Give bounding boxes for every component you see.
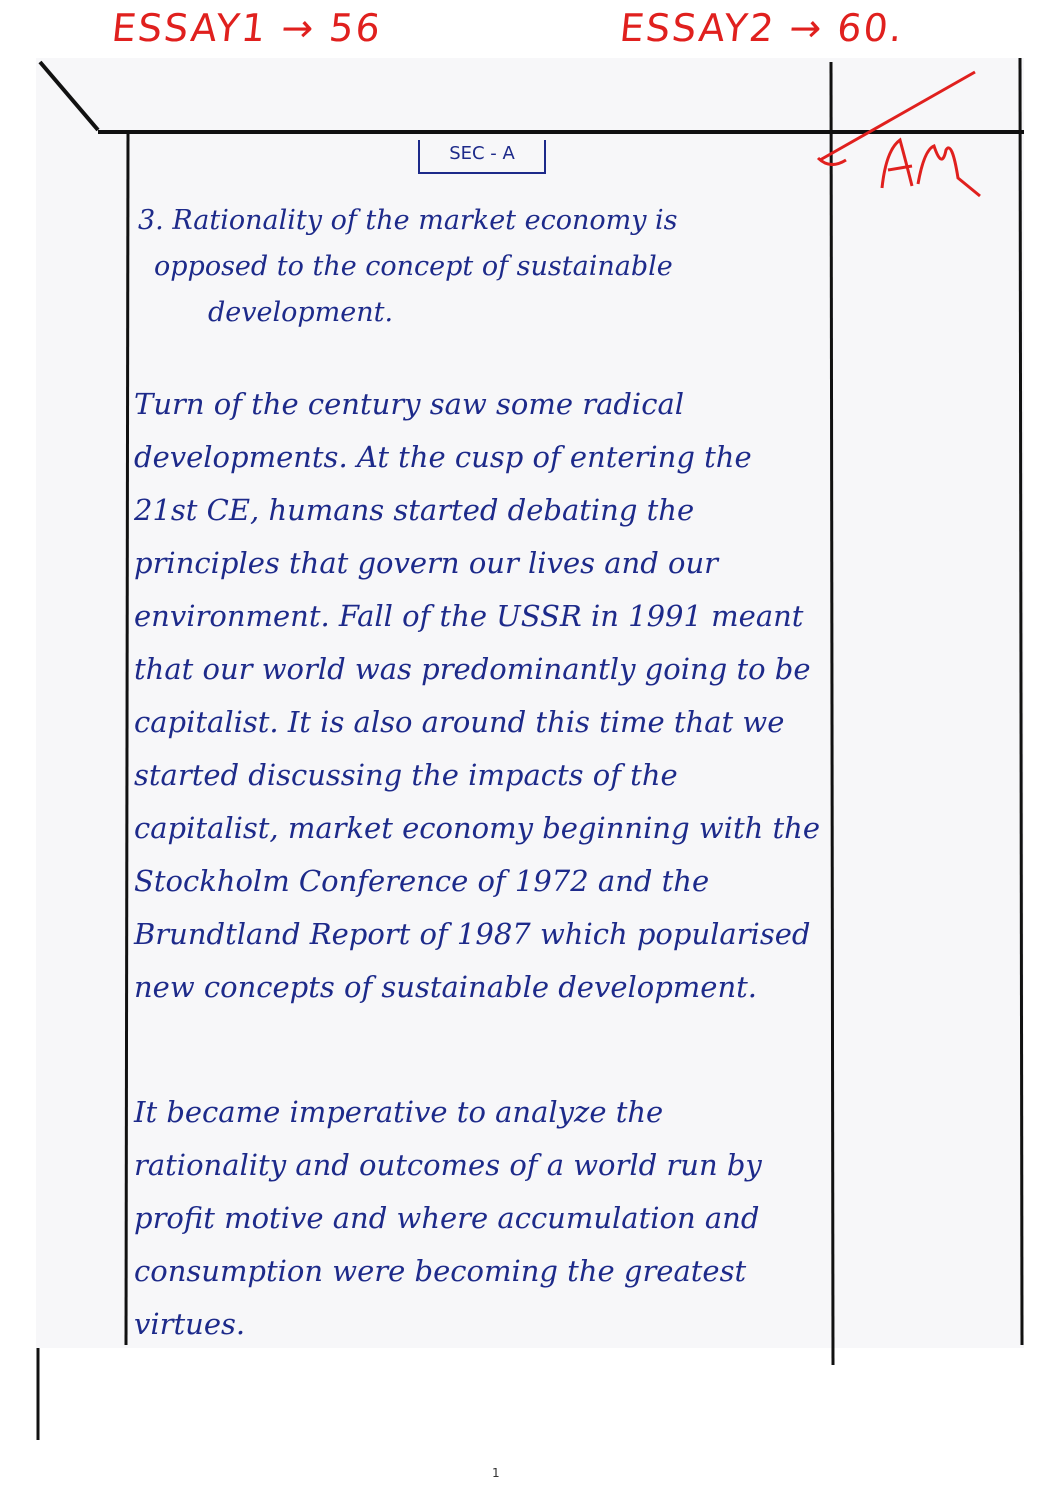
essay-question [138, 198, 828, 336]
right-margin-rule [831, 62, 833, 1365]
question-line-1: Rationality of the market economy is [172, 205, 678, 236]
question-line-2: opposed to the concept of sustainable [154, 251, 673, 282]
section-heading: SEC - A [418, 140, 546, 174]
essay1-score: ESSAY1 → 56 [109, 6, 385, 50]
sheet-right-edge [1020, 58, 1022, 1345]
question-line-3: development. [208, 297, 394, 328]
left-margin-rule [126, 132, 128, 1345]
paragraph-1: Turn of the century saw some radical developments. At the cusp of entering the 21st CE, humans started debating the principles that govern our lives and our environment. Fall of the USSR in 1991 meant that our world was predominantly going to be capitalist. It is also around this time that we started discussing the impacts of the capitalist, market economy beginning with the Stockholm Conference of 1972 and the Brundtland Report of 1987 which popularised new concepts of sustainable development. [134, 387, 820, 1004]
page-number: 1 [492, 1466, 500, 1480]
paragraph-2: It became imperative to analyze the rationality and outcomes of a world run by profit motive and where accumulation and consumption were becoming the greatest virtues. [134, 1095, 762, 1341]
question-number: 3. [138, 205, 164, 236]
essay2-score: ESSAY2 → 60. [617, 6, 907, 50]
fold-edge-line [40, 62, 98, 130]
